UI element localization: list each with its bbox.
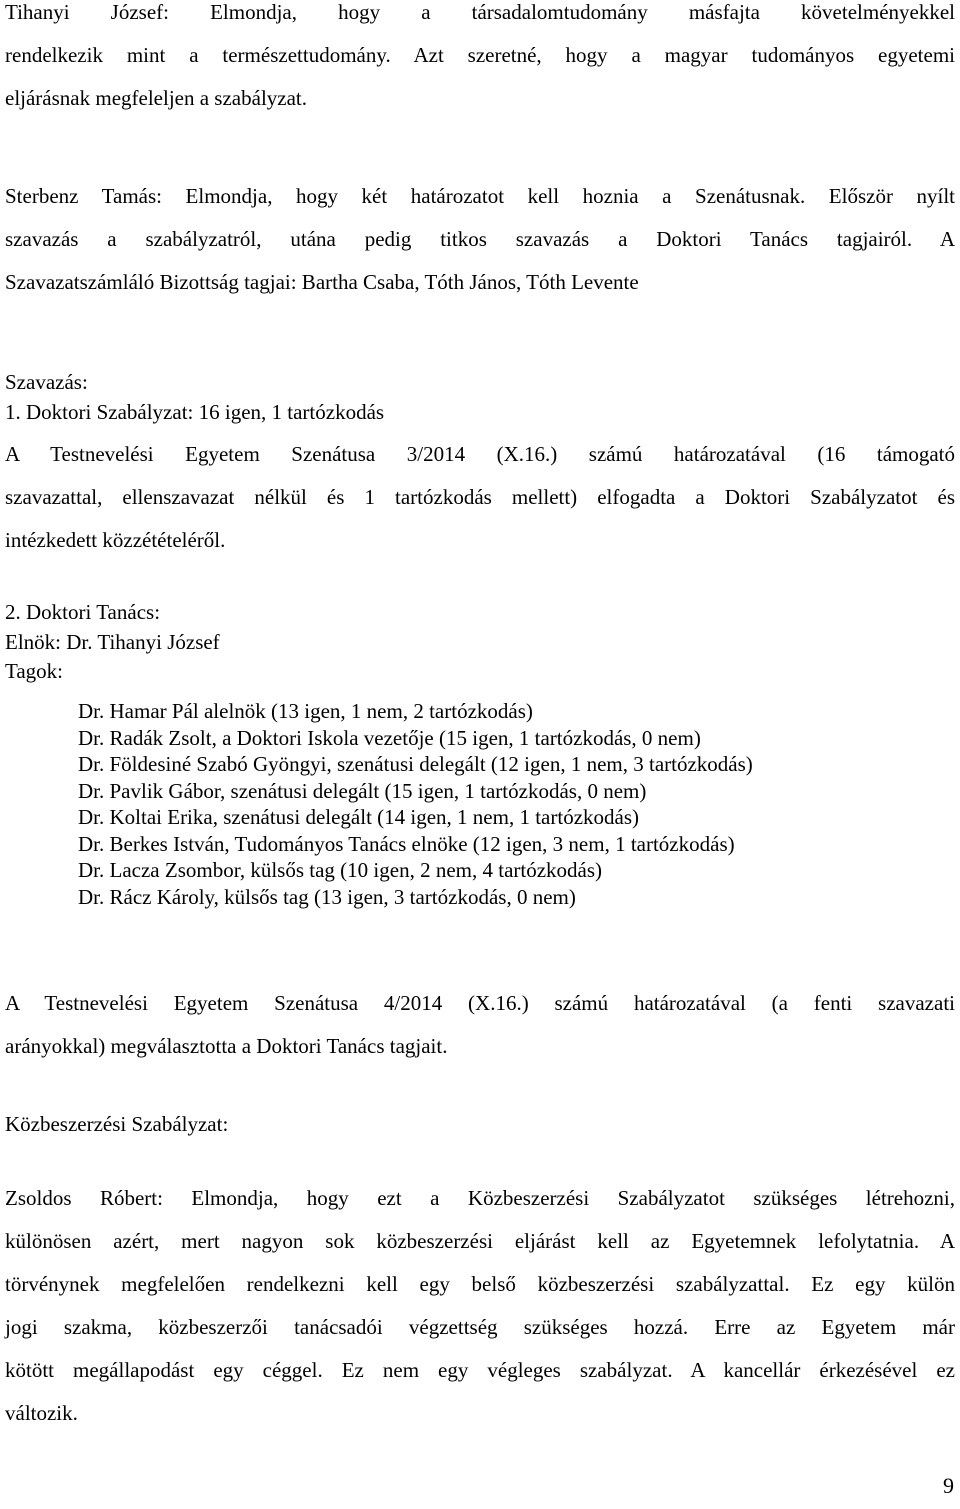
list-item [5,751,955,778]
member-prefix: Dr. [78,699,105,723]
list-item [5,725,955,752]
text-line: különösen azért, mert nagyon sok közbeszerzési eljárást kell az Egyetemnek lefolytatnia. A [5,1229,955,1253]
resolution-1 [5,433,955,562]
text-line: Zsoldos Róbert: Elmondja, hogy ezt a Közbeszerzési Szabályzatot szükséges létrehozni, [5,1186,955,1210]
text-line: A Testnevelési Egyetem Szenátusa 3/2014 (X.16.) számú határozatával (16 támogató [5,442,955,466]
member-prefix: Dr. [78,752,105,776]
member-text: Rácz Károly, külsős tag (13 igen, 3 tartózkodás, 0 nem) [109,884,576,909]
list-item [5,857,955,884]
text-line: rendelkezik mint a természettudomány. Azt szeretné, hogy a magyar tudományos egyetemi [5,43,955,67]
member-text: Lacza Zsombor, külsős tag (10 igen, 2 nem, 4 tartózkodás) [109,858,603,882]
member-prefix: Dr. [78,831,105,856]
council-section [5,598,955,687]
vote-item-2: 2. Doktori Tanács: [5,600,161,624]
paragraph-zsoldos [5,1177,955,1435]
vote-item-1: 1. Doktori Szabályzat: 16 igen, 1 tartózkodás [5,399,385,424]
section-heading: Közbeszerzési Szabályzat: [5,1112,229,1136]
text-line: eljárásnak megfeleljen a szabályzat. [5,86,307,110]
text-line: A Testnevelési Egyetem Szenátusa 4/2014 (X.16.) számú határozatával (a fenti szavazati [5,991,955,1015]
members-list [5,698,955,910]
member-prefix: Dr. [78,884,105,909]
list-item [5,831,955,858]
list-item [5,778,955,805]
member-text: Földesiné Szabó Gyöngyi, szenátusi delegált (12 igen, 1 nem, 3 tartózkodás) [109,752,753,776]
text-line: változik. [5,1401,78,1425]
text-line: jogi szakma, közbeszerzői tanácsadói végzettség szükséges hozzá. Erre az Egyetem már [5,1315,955,1339]
resolution-2 [5,982,955,1068]
text-line: szavazattal, ellenszavazat nélkül és 1 tartózkodás mellett) elfogadta a Doktori Szabályzatot és [5,485,955,509]
member-prefix: Dr. [78,725,105,750]
procurement-heading [5,1103,955,1146]
paragraph-tihanyi [5,0,955,120]
text-line: Tihanyi József: Elmondja, hogy a társadalomtudomány másfajta követelményekkel [5,0,955,24]
list-item [5,884,955,911]
member-text: Pavlik Gábor, szenátusi delegált (15 igen, 1 tartózkodás, 0 nem) [109,778,647,803]
text-line: Sterbenz Tamás: Elmondja, hogy két határozatot kell hoznia a Szenátusnak. Először nyílt [5,184,955,208]
text-line: intézkedett közzétételéről. [5,528,226,552]
vote-heading: Szavazás: [5,370,88,394]
member-text: Hamar Pál alelnök (13 igen, 1 nem, 2 tartózkodás) [109,699,533,723]
text-line: Szavazatszámláló Bizottság tagjai: Bartha Csaba, Tóth János, Tóth Levente [5,270,639,294]
council-chair: Elnök: Dr. Tihanyi József [5,629,220,654]
member-prefix: Dr. [78,778,105,803]
members-heading: Tagok: [5,659,64,683]
member-prefix: Dr. [78,858,105,882]
member-text: Koltai Erika, szenátusi delegált (14 igen, 1 nem, 1 tartózkodás) [109,805,640,829]
page-number: 9 [943,1473,954,1498]
member-prefix: Dr. [78,805,105,829]
list-item [5,698,955,725]
vote-section [5,368,955,427]
list-item [5,804,955,831]
text-line: törvénynek megfelelően rendelkezni kell egy belső közbeszerzési szabályzattal. Ez egy külön [5,1272,955,1296]
member-text: Berkes István, Tudományos Tanács elnöke (12 igen, 3 nem, 1 tartózkodás) [109,831,735,856]
text-line: szavazás a szabályzatról, utána pedig titkos szavazás a Doktori Tanács tagjairól. A [5,227,955,251]
text-line: kötött megállapodást egy céggel. Ez nem egy végleges szabályzat. A kancellár érkezésével ez [5,1358,955,1382]
member-text: Radák Zsolt, a Doktori Iskola vezetője (15 igen, 1 tartózkodás, 0 nem) [109,725,701,750]
text-line: arányokkal) megválasztotta a Doktori Tanács tagjait. [5,1034,448,1058]
paragraph-sterbenz [5,175,955,304]
